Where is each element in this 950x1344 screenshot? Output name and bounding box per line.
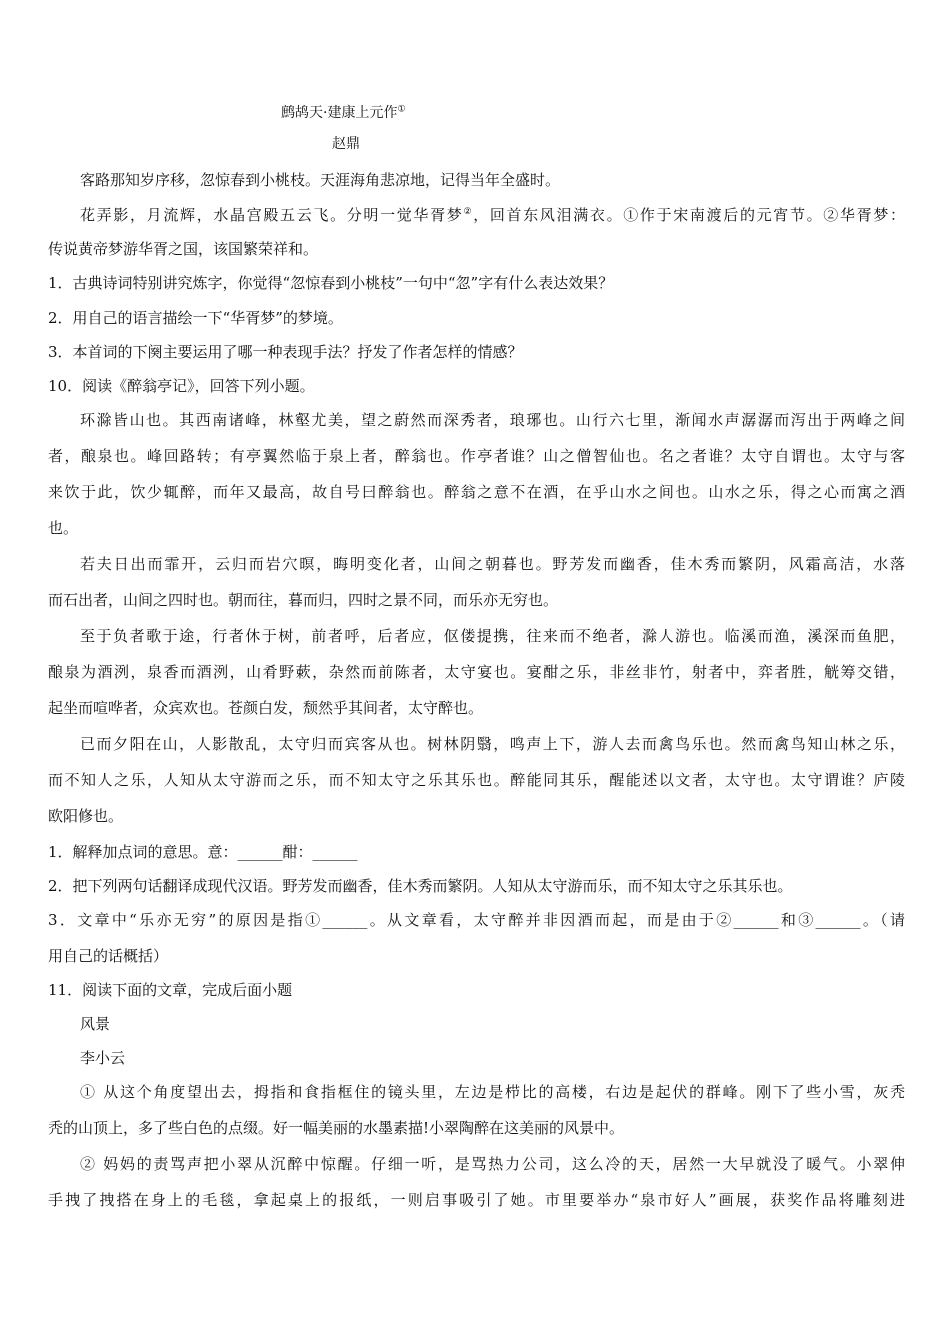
passage-line: 而石出者，山间之四时也。朝而往，暮而归，四时之景不同，而乐亦无穷也。 bbox=[48, 591, 559, 609]
passage-line: 若夫日出而霏开，云归而岩穴暝，晦明变化者，山间之朝暮也。野芳发而幽香，佳木秀而繁阴，风霜高洁，水落 bbox=[80, 555, 905, 573]
poem-footnote: 传说黄帝梦游华胥之国，该国繁荣祥和。 bbox=[48, 240, 319, 258]
passage-line: 环滁皆山也。其西南诸峰，林壑尤美，望之蔚然而深秀者，琅琊也。山行六七里，渐闻水声潺潺而泻出于两峰之间 bbox=[80, 411, 905, 429]
passage-line: ① 从这个角度望出去，拇指和食指框住的镜头里，左边是栉比的高楼，右边是起伏的群峰。刚下了些小雪，灰秃 bbox=[80, 1083, 905, 1101]
article-title: 风景 bbox=[80, 1015, 111, 1033]
passage-line: 来饮于此，饮少辄醉，而年又最高，故自号曰醉翁也。醉翁之意不在酒，在乎山水之间也。山水之乐，得之心而寓之酒 bbox=[48, 483, 905, 501]
passage-line: ② 妈妈的责骂声把小翠从沉醉中惊醒。仔细一听，是骂热力公司，这么冷的天，居然一大早就没了暖气。小翠伸 bbox=[80, 1155, 905, 1173]
poem-title: 鹧鸪天·建康上元作① bbox=[281, 104, 406, 121]
passage-line: 酿泉为酒洌，泉香而酒洌，山肴野蔌，杂然而前陈者，太守宴也。宴酣之乐，非丝非竹，射者中，弈者胜，觥筹交错， bbox=[48, 663, 905, 681]
passage-line: 者，酿泉也。峰回路转；有亭翼然临于泉上者，醉翁也。作亭者谁？山之僧智仙也。名之者谁？太守自谓也。太守与客 bbox=[48, 447, 905, 465]
poem-author: 赵鼎 bbox=[332, 136, 360, 152]
question-item: 2．用自己的语言描绘一下“华胥梦”的梦境。 bbox=[48, 309, 343, 327]
passage-line: 也。 bbox=[48, 519, 79, 537]
question-item: 1．解释加点词的意思。意：______酣：______ bbox=[48, 843, 358, 861]
poem-stanza-1: 客路那知岁序移，忽惊春到小桃枝。天涯海角悲凉地，记得当年全盛时。 bbox=[80, 171, 561, 189]
passage-line: 手拽了拽搭在身上的毛毯，拿起桌上的报纸，一则启事吸引了她。市里要举办“泉市好人”画展，获奖作品将雕刻进 bbox=[48, 1191, 905, 1209]
question-item: 3．文章中“乐亦无穷”的原因是指①______。从文章看，太守醉并非因酒而起，而是由于②______和③______。（请 bbox=[48, 911, 905, 929]
passage-line: 起坐而喧哗者，众宾欢也。苍颜白发，颓然乎其间者，太守醉也。 bbox=[48, 699, 484, 717]
passage-line: 欧阳修也。 bbox=[48, 807, 124, 825]
passage-line: 而不知人之乐，人知从太守游而之乐，而不知太守之乐其乐也。醉能同其乐，醒能述以文者，太守也。太守谓谁？庐陵 bbox=[48, 771, 905, 789]
question-item: 3．本首词的下阕主要运用了哪一种表现手法？抒发了作者怎样的情感？ bbox=[48, 343, 523, 361]
footnote-marker: ① bbox=[397, 104, 406, 115]
question-heading: 11．阅读下面的文章，完成后面小题 bbox=[48, 981, 293, 999]
passage-line: 已而夕阳在山，人影散乱，太守归而宾客从也。树林阴翳，鸣声上下，游人去而禽鸟乐也。然而禽鸟知山林之乐， bbox=[80, 735, 905, 753]
question-item: 1．古典诗词特别讲究炼字，你觉得“忽惊春到小桃枝”一句中“忽”字有什么表达效果？ bbox=[48, 274, 614, 292]
question-item: 2．把下列两句话翻译成现代汉语。野芳发而幽香，佳木秀而繁阴。人知从太守游而乐，而不知太守之乐其乐也。 bbox=[48, 877, 793, 895]
footnote-marker: ② bbox=[463, 207, 474, 217]
poem-stanza-2: 花弄影，月流辉，水晶宫殿五云飞。分明一觉华胥梦②，回首东风泪满衣。①作于宋南渡后的元宵节。②华胥梦： bbox=[80, 206, 905, 224]
question-item: 用自己的话概括） bbox=[48, 947, 169, 965]
passage-line: 至于负者歌于途，行者休于树，前者呼，后者应，伛偻提携，往来而不绝者，滁人游也。临溪而渔，溪深而鱼肥， bbox=[80, 627, 905, 645]
article-author: 李小云 bbox=[80, 1049, 126, 1067]
question-heading: 10．阅读《醉翁亭记》，回答下列小题。 bbox=[48, 377, 315, 395]
passage-line: 秃的山顶上，多了些白色的点缀。好一幅美丽的水墨素描!小翠陶醉在这美丽的风景中。 bbox=[48, 1119, 625, 1137]
